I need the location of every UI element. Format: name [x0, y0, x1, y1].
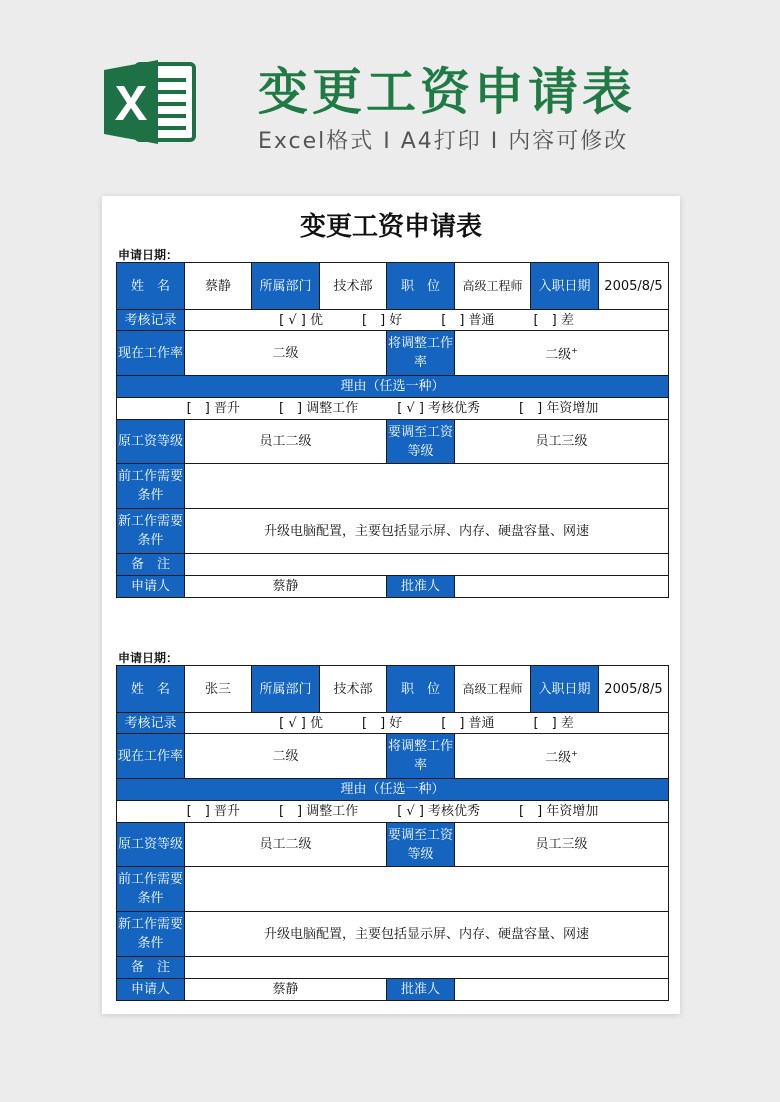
new-grade-label: 要调至工资等级	[387, 420, 455, 464]
position-label: 职 位	[387, 263, 455, 310]
new-req-value[interactable]: 升级电脑配置，主要包括显示屏、内存、硬盘容量、网速	[185, 912, 669, 957]
document-title: 变更工资申请表	[299, 212, 482, 242]
reason-options[interactable]: [ ] 晋升 [ ] 调整工作 [ √ ] 考核优秀 [ ] 年资增加	[117, 801, 669, 823]
assess-label: 考核记录	[117, 310, 185, 331]
prev-req-value[interactable]	[185, 867, 669, 912]
salary-change-form-1	[116, 262, 669, 598]
orig-grade-label: 原工资等级	[117, 823, 185, 867]
position-label: 职 位	[387, 666, 455, 713]
applicant-label: 申请人	[117, 979, 185, 1001]
new-req-label: 新工作需要条件	[117, 912, 185, 957]
applicant-label: 申请人	[117, 576, 185, 598]
applicant-value[interactable]: 蔡静	[185, 576, 387, 598]
target-rate-mark: +	[571, 346, 578, 356]
approver-value[interactable]	[455, 576, 669, 598]
target-rate-mark: +	[571, 749, 578, 759]
target-rate-cell[interactable]	[455, 734, 669, 779]
prev-req-label: 前工作需要条件	[117, 867, 185, 912]
approver-value[interactable]	[455, 979, 669, 1001]
orig-grade-value[interactable]: 员工二级	[185, 420, 387, 464]
name-label: 姓 名	[117, 666, 185, 713]
assess-options[interactable]: [ √ ] 优 [ ] 好 [ ] 普通 [ ] 差	[185, 310, 669, 331]
current-rate-value[interactable]: 二级	[185, 734, 387, 779]
target-rate-value: 二级	[545, 347, 572, 363]
reason-header: 理由（任选一种）	[117, 376, 669, 398]
header-banner	[0, 0, 780, 190]
name-value[interactable]: 张三	[185, 666, 252, 713]
current-rate-label: 现在工作率	[117, 331, 185, 376]
excel-icon	[102, 58, 198, 146]
apply-date-label: 申请日期：	[118, 248, 179, 262]
new-grade-value[interactable]: 员工三级	[455, 823, 669, 867]
applicant-value[interactable]: 蔡静	[185, 979, 387, 1001]
reason-header: 理由（任选一种）	[117, 779, 669, 801]
target-rate-cell[interactable]	[455, 331, 669, 376]
salary-change-form-2	[116, 665, 669, 1001]
remark-label: 备 注	[117, 957, 185, 979]
hire-date-label: 入职日期	[531, 666, 599, 713]
remark-value[interactable]	[185, 957, 669, 979]
name-label: 姓 名	[117, 263, 185, 310]
target-rate-label: 将调整工作率	[387, 331, 455, 376]
new-req-value[interactable]: 升级电脑配置，主要包括显示屏、内存、硬盘容量、网速	[185, 509, 669, 554]
new-grade-value[interactable]: 员工三级	[455, 420, 669, 464]
target-rate-label: 将调整工作率	[387, 734, 455, 779]
document-sheet	[102, 196, 680, 1014]
approver-label: 批准人	[387, 979, 455, 1001]
position-value[interactable]: 高级工程师	[455, 666, 531, 713]
orig-grade-value[interactable]: 员工二级	[185, 823, 387, 867]
assess-label: 考核记录	[117, 713, 185, 734]
dept-label: 所属部门	[252, 666, 320, 713]
name-value[interactable]: 蔡静	[185, 263, 252, 310]
prev-req-label: 前工作需要条件	[117, 464, 185, 509]
remark-value[interactable]	[185, 554, 669, 576]
prev-req-value[interactable]	[185, 464, 669, 509]
new-grade-label: 要调至工资等级	[387, 823, 455, 867]
approver-label: 批准人	[387, 576, 455, 598]
orig-grade-label: 原工资等级	[117, 420, 185, 464]
position-value[interactable]: 高级工程师	[455, 263, 531, 310]
dept-value[interactable]: 技术部	[320, 666, 387, 713]
new-req-label: 新工作需要条件	[117, 509, 185, 554]
dept-value[interactable]: 技术部	[320, 263, 387, 310]
main-title: 变更工资申请表	[258, 63, 636, 121]
reason-options[interactable]: [ ] 晋升 [ ] 调整工作 [ √ ] 考核优秀 [ ] 年资增加	[117, 398, 669, 420]
apply-date-label: 申请日期：	[118, 651, 179, 665]
dept-label: 所属部门	[252, 263, 320, 310]
current-rate-value[interactable]: 二级	[185, 331, 387, 376]
target-rate-value: 二级	[545, 750, 572, 766]
hire-date-value[interactable]: 2005/8/5	[599, 666, 669, 713]
subtitle: Excel格式 I A4打印 I 内容可修改	[258, 129, 629, 154]
remark-label: 备 注	[117, 554, 185, 576]
hire-date-value[interactable]: 2005/8/5	[599, 263, 669, 310]
hire-date-label: 入职日期	[531, 263, 599, 310]
assess-options[interactable]: [ √ ] 优 [ ] 好 [ ] 普通 [ ] 差	[185, 713, 669, 734]
current-rate-label: 现在工作率	[117, 734, 185, 779]
